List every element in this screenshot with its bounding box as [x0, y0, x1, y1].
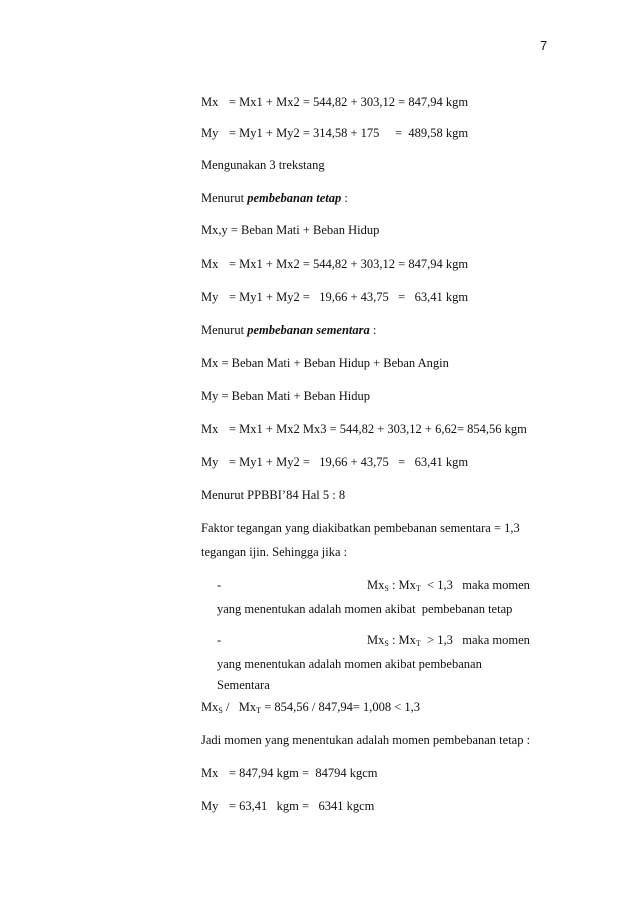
tegangan-ijin-line: tegangan ijin. Sehingga jika :	[201, 545, 348, 559]
ratio-separator: : Mx	[388, 633, 416, 647]
my-sementara-line	[201, 454, 468, 470]
my-label: My	[201, 290, 219, 304]
my-total-line	[201, 125, 468, 141]
condition-2-continuation-2: Sementara	[217, 678, 270, 692]
mxy-definition-line: Mx,y = Beban Mati + Beban Hidup	[201, 223, 380, 237]
condition-1-line	[217, 577, 530, 597]
subscript-t: T	[415, 639, 421, 648]
condition-2-line	[217, 632, 530, 652]
pembebanan-tetap-heading	[201, 190, 348, 206]
condition-2-continuation: yang menentukan adalah momen akibat pembebanan	[217, 657, 482, 671]
ratio-result-line	[201, 699, 420, 719]
mx-sementara-line	[201, 421, 527, 437]
heading-emphasis: pembebanan sementara	[247, 323, 370, 337]
condition-text: > 1,3 maka momen	[420, 633, 530, 647]
heading-prefix: Menurut	[201, 323, 248, 337]
mx-tetap-line	[201, 256, 468, 272]
mx-equation: = Mx1 + Mx2 = 544,82 + 303,12 = 847,94 kgm	[229, 95, 469, 109]
ratio-separator: : Mx	[388, 578, 416, 592]
my-equation: = My1 + My2 = 19,66 + 43,75 = 63,41 kgm	[229, 290, 469, 304]
mx-symbol: Mx	[201, 700, 219, 714]
faktor-tegangan-line: Faktor tegangan yang diakibatkan pembebanan sementara = 1,3	[201, 521, 520, 535]
my-final-line	[201, 798, 374, 814]
mx-equation: = Mx1 + Mx2 = 544,82 + 303,12 = 847,94 kgm	[229, 257, 469, 271]
mx-definition-line: Mx = Beban Mati + Beban Hidup + Beban Angin	[201, 356, 449, 370]
mx-final-line	[201, 765, 377, 781]
my-label: My	[201, 455, 219, 469]
subscript-s: S	[384, 639, 389, 648]
mx-label: Mx	[201, 766, 219, 780]
my-equation: = My1 + My2 = 314,58 + 175 = 489,58 kgm	[229, 126, 469, 140]
page-number: 7	[540, 38, 548, 53]
mx-total-line	[201, 94, 468, 110]
mx-symbol: Mx	[367, 578, 385, 592]
mx-equation: = 847,94 kgm = 84794 kgcm	[229, 766, 378, 780]
my-label: My	[201, 126, 219, 140]
bullet-dash: -	[217, 633, 222, 647]
my-tetap-line	[201, 289, 468, 305]
pembebanan-sementara-heading	[201, 322, 376, 338]
mx-symbol: Mx	[367, 633, 385, 647]
my-label: My	[201, 799, 219, 813]
my-definition-line: My = Beban Mati + Beban Hidup	[201, 389, 370, 403]
heading-suffix: :	[369, 323, 377, 337]
heading-prefix: Menurut	[201, 191, 248, 205]
ratio-separator: / Mx	[222, 700, 257, 714]
mx-label: Mx	[201, 95, 219, 109]
my-equation: = My1 + My2 = 19,66 + 43,75 = 63,41 kgm	[229, 455, 469, 469]
heading-emphasis: pembebanan tetap	[247, 191, 342, 205]
conclusion-line: Jadi momen yang menentukan adalah momen pembebanan tetap :	[201, 733, 531, 747]
heading-suffix: :	[341, 191, 348, 205]
condition-1-continuation: yang menentukan adalah momen akibat pembebanan tetap	[217, 602, 513, 616]
mx-label: Mx	[201, 422, 219, 436]
condition-text: < 1,3 maka momen	[420, 578, 530, 592]
subscript-s: S	[218, 706, 223, 715]
my-equation: = 63,41 kgm = 6341 kgcm	[229, 799, 375, 813]
subscript-t: T	[415, 584, 421, 593]
mx-label: Mx	[201, 257, 219, 271]
ppbbi-reference-line: Menurut PPBBI’84 Hal 5 : 8	[201, 488, 346, 502]
ratio-value: = 854,56 / 847,94= 1,008 < 1,3	[261, 700, 421, 714]
trekstang-line: Mengunakan 3 trekstang	[201, 158, 325, 172]
mx-equation: = Mx1 + Mx2 Mx3 = 544,82 + 303,12 + 6,62= 854,56 kgm	[229, 422, 527, 436]
subscript-s: S	[384, 584, 389, 593]
subscript-t: T	[256, 706, 262, 715]
bullet-dash: -	[217, 578, 222, 592]
